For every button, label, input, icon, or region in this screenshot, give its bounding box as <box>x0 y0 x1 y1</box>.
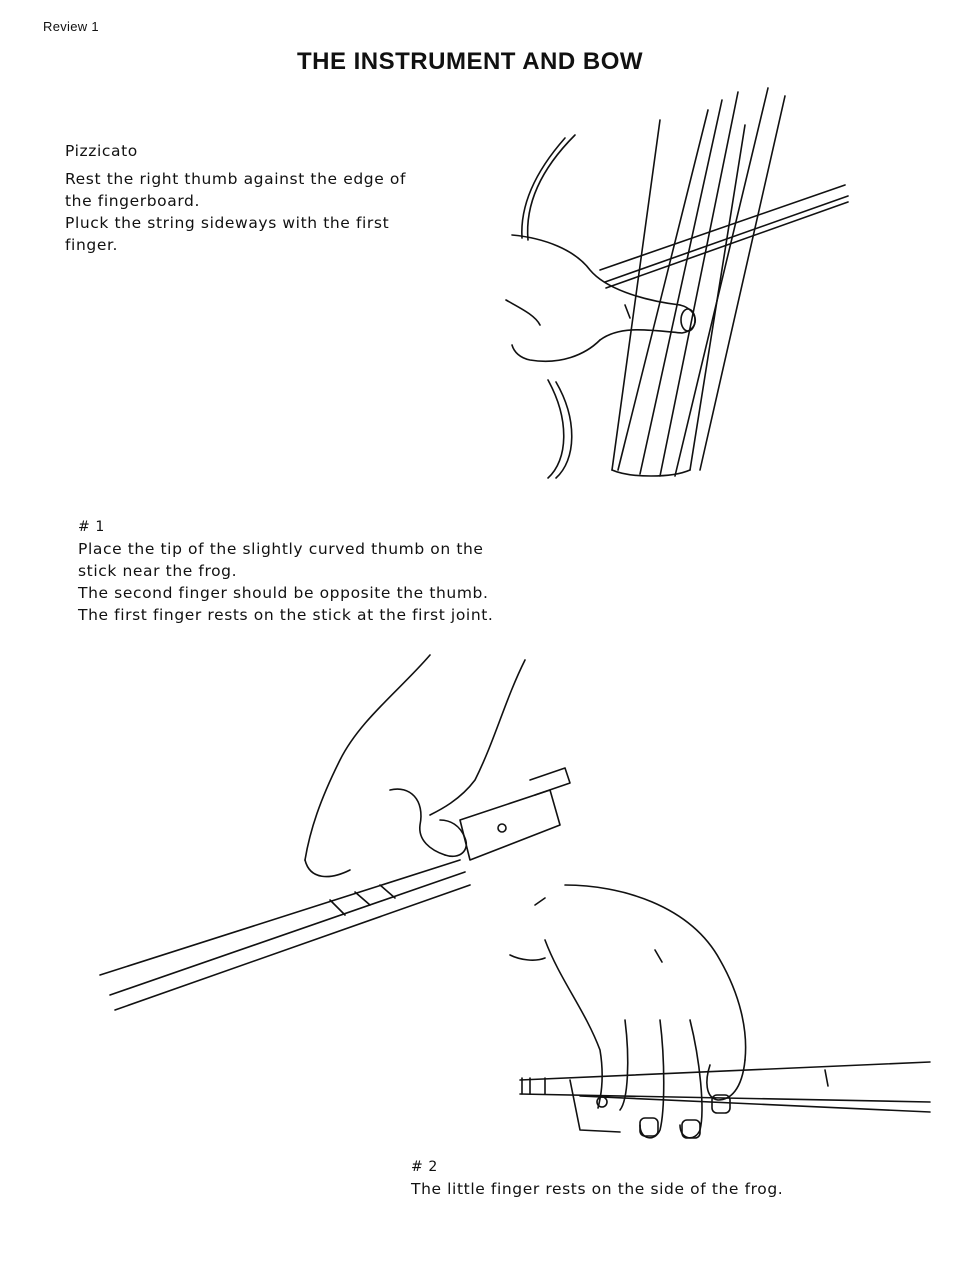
pizzicato-line: the fingerboard. <box>65 192 200 210</box>
pizzicato-line: Pluck the string sideways with the first <box>65 214 390 232</box>
page-title: THE INSTRUMENT AND BOW <box>296 48 644 75</box>
step1-line: The first finger rests on the stick at the first joint. <box>78 606 494 624</box>
step1-line: stick near the frog. <box>78 562 238 580</box>
pizzicato-line: Rest the right thumb against the edge of <box>65 170 407 188</box>
step1-line: Place the tip of the slightly curved thumb on the <box>78 540 484 558</box>
step1-line: The second finger should be opposite the thumb. <box>78 584 489 602</box>
step1-number: # 1 <box>78 519 105 535</box>
step2-number: # 2 <box>411 1159 438 1175</box>
pizzicato-heading: Pizzicato <box>65 142 138 160</box>
page-header: Review 1 <box>43 19 99 34</box>
pizzicato-line: finger. <box>65 236 119 254</box>
step2-line: The little finger rests on the side of the frog. <box>411 1180 784 1198</box>
